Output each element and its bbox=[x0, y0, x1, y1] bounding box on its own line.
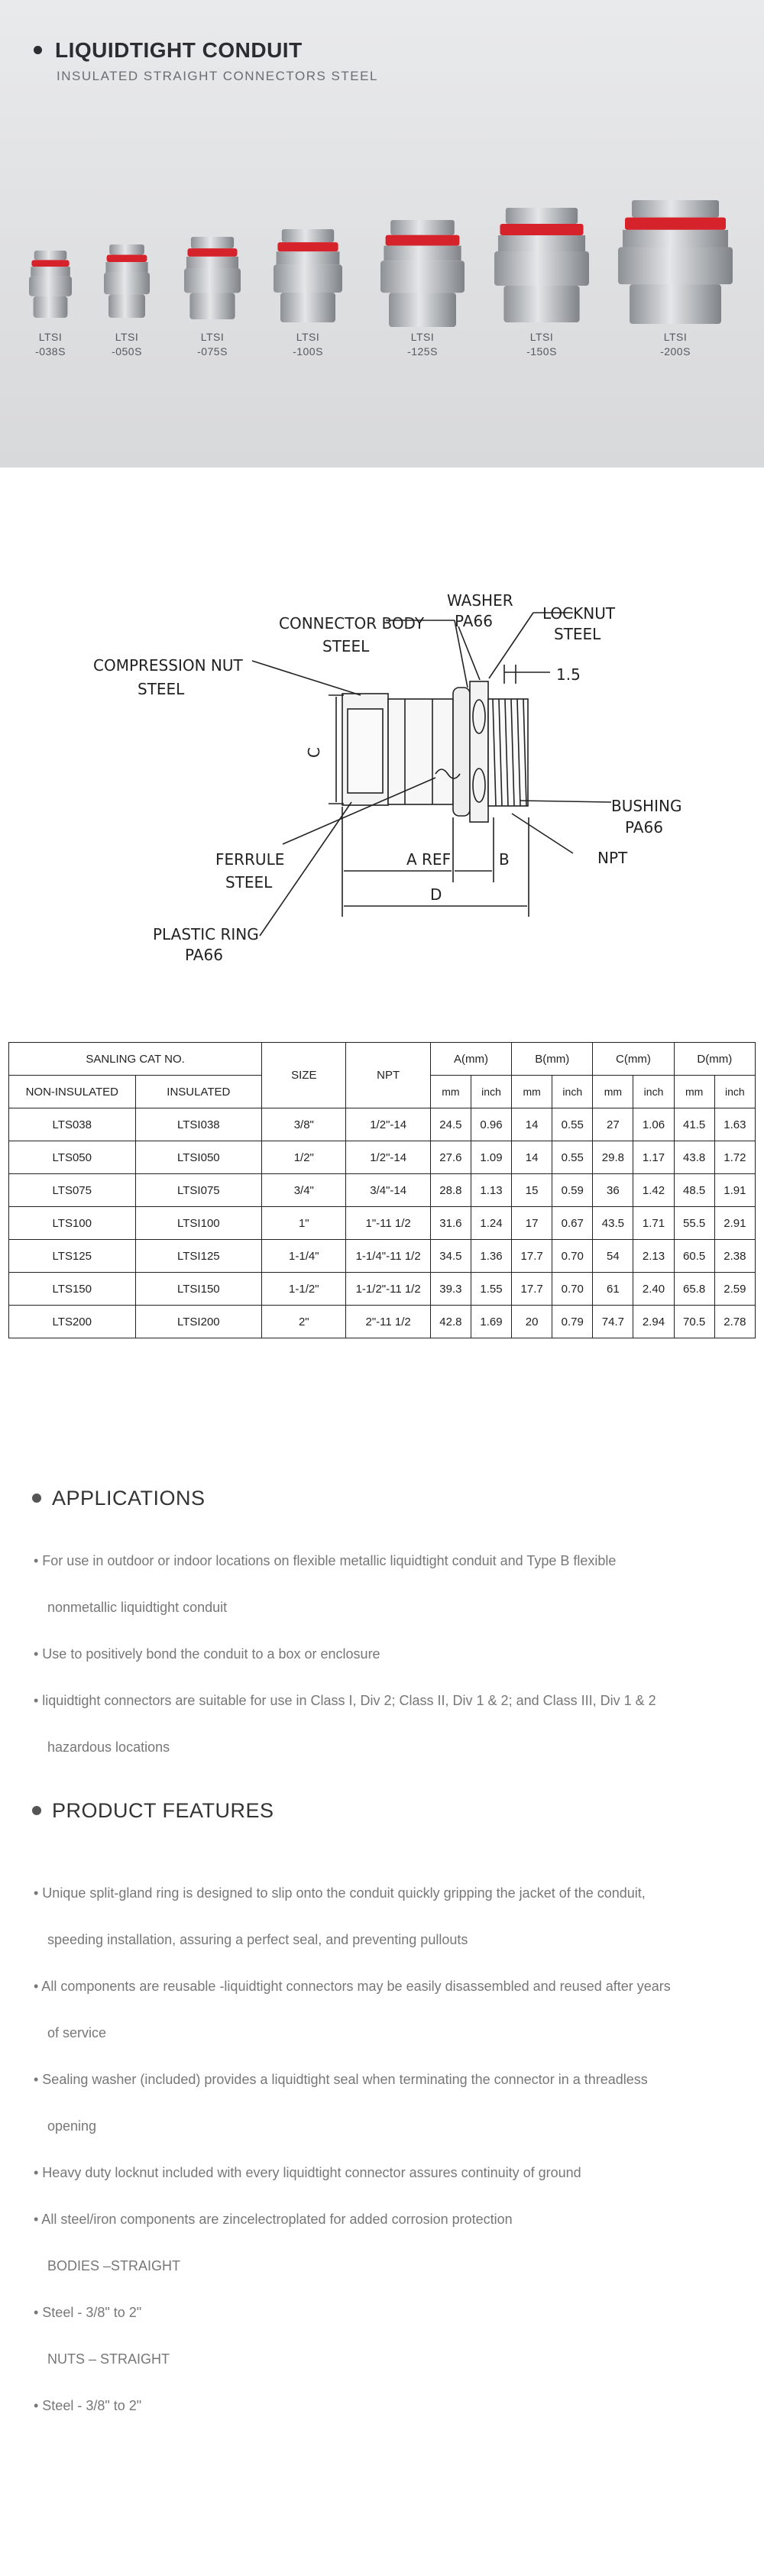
label-dim-d: D bbox=[430, 885, 442, 904]
bullet-icon bbox=[34, 46, 42, 54]
thread-shape bbox=[488, 699, 528, 806]
table-cell-c-in: 2.94 bbox=[633, 1306, 674, 1338]
table-cell-a-mm: 34.5 bbox=[430, 1240, 471, 1273]
table-cell-b-mm: 20 bbox=[512, 1306, 552, 1338]
text-line: nonmetallic liquidtight conduit bbox=[47, 1600, 228, 1615]
leader-plastic-ring bbox=[260, 802, 351, 936]
table-cell-c-in: 2.13 bbox=[633, 1240, 674, 1273]
bullet-icon bbox=[32, 1806, 41, 1815]
product-label bbox=[645, 330, 706, 359]
leader-washer bbox=[458, 626, 480, 680]
table-cell-a-in: 1.36 bbox=[471, 1240, 511, 1273]
connector-image bbox=[184, 237, 241, 319]
product-label bbox=[392, 330, 453, 359]
text-line: hazardous locations bbox=[47, 1739, 170, 1755]
table-cell-b-in: 0.55 bbox=[552, 1108, 593, 1141]
product-label bbox=[20, 330, 81, 359]
connector-body-shape bbox=[388, 699, 453, 804]
product-label bbox=[277, 330, 338, 359]
header-d: D(mm) bbox=[674, 1043, 755, 1076]
label-dim-1-5: 1.5 bbox=[556, 665, 581, 684]
table-cell-size: 1/2" bbox=[262, 1141, 346, 1174]
label-dim-a: A REF bbox=[406, 850, 452, 869]
table-row bbox=[9, 1108, 756, 1141]
applications-title: APPLICATIONS bbox=[52, 1487, 206, 1510]
text-line: • All steel/iron components are zincelectroplated for added corrosion protection bbox=[34, 2212, 513, 2227]
product-label-line1: LTSI bbox=[296, 331, 320, 343]
product-label bbox=[511, 330, 572, 359]
text-line: BODIES –STRAIGHT bbox=[47, 2258, 181, 2273]
label-plastic-ring-material: PA66 bbox=[185, 946, 223, 964]
table-cell-size: 1-1/4" bbox=[262, 1240, 346, 1273]
table-cell-size: 2" bbox=[262, 1306, 346, 1338]
table-cell-a-in: 1.69 bbox=[471, 1306, 511, 1338]
table-cell-d-mm: 60.5 bbox=[674, 1240, 714, 1273]
table-cell-a-in: 1.24 bbox=[471, 1207, 511, 1240]
leader-bushing bbox=[520, 801, 611, 802]
table-cell-ins: LTSI150 bbox=[135, 1273, 262, 1306]
table-cell-npt: 3/4"-14 bbox=[346, 1174, 430, 1207]
header-b-mm: mm bbox=[512, 1076, 552, 1108]
table-cell-d-in: 2.78 bbox=[714, 1306, 755, 1338]
table-cell-d-mm: 65.8 bbox=[674, 1273, 714, 1306]
header-b-inch: inch bbox=[552, 1076, 593, 1108]
header-d-inch: inch bbox=[714, 1076, 755, 1108]
label-dim-b: B bbox=[499, 850, 510, 869]
table-cell-size: 3/8" bbox=[262, 1108, 346, 1141]
table-cell-c-in: 1.71 bbox=[633, 1207, 674, 1240]
product-label bbox=[96, 330, 157, 359]
header-d-mm: mm bbox=[674, 1076, 714, 1108]
table-cell-c-mm: 54 bbox=[593, 1240, 633, 1273]
label-connector-body-material: STEEL bbox=[322, 637, 370, 655]
header-a-inch: inch bbox=[471, 1076, 511, 1108]
label-dim-c: C bbox=[305, 747, 323, 758]
table-cell-d-mm: 41.5 bbox=[674, 1108, 714, 1141]
leader-npt bbox=[512, 814, 573, 853]
leader-compression-nut bbox=[252, 661, 361, 695]
table-cell-b-mm: 15 bbox=[512, 1174, 552, 1207]
table-cell-a-in: 1.13 bbox=[471, 1174, 511, 1207]
table-cell-a-mm: 31.6 bbox=[430, 1207, 471, 1240]
product-label-line1: LTSI bbox=[529, 331, 554, 343]
features-title: PRODUCT FEATURES bbox=[52, 1799, 274, 1822]
connector-image bbox=[618, 200, 733, 324]
table-cell-d-in: 1.72 bbox=[714, 1141, 755, 1174]
table-cell-non: LTS150 bbox=[9, 1273, 136, 1306]
table-cell-a-mm: 28.8 bbox=[430, 1174, 471, 1207]
text-line: • Heavy duty locknut included with every liquidtight connector assures continuity of ground bbox=[34, 2165, 581, 2180]
table-cell-ins: LTSI100 bbox=[135, 1207, 262, 1240]
bullet-icon bbox=[32, 1493, 41, 1503]
table-cell-non: LTS075 bbox=[9, 1174, 136, 1207]
table-cell-npt: 1-1/4"-11 1/2 bbox=[346, 1240, 430, 1273]
table-cell-npt: 1/2"-14 bbox=[346, 1108, 430, 1141]
table-cell-d-in: 2.38 bbox=[714, 1240, 755, 1273]
table-cell-a-mm: 39.3 bbox=[430, 1273, 471, 1306]
table-cell-c-mm: 74.7 bbox=[593, 1306, 633, 1338]
table-cell-non: LTS050 bbox=[9, 1141, 136, 1174]
table-row bbox=[9, 1141, 756, 1174]
spec-table bbox=[8, 1042, 756, 1338]
label-locknut: LOCKNUT bbox=[542, 604, 616, 623]
table-cell-d-mm: 48.5 bbox=[674, 1174, 714, 1207]
table-cell-non: LTS200 bbox=[9, 1306, 136, 1338]
hero-banner bbox=[0, 0, 764, 468]
table-cell-ins: LTSI200 bbox=[135, 1306, 262, 1338]
product-label-line2: -100S bbox=[293, 345, 323, 358]
header-c-inch: inch bbox=[633, 1076, 674, 1108]
label-locknut-material: STEEL bbox=[554, 625, 601, 643]
table-cell-size: 3/4" bbox=[262, 1174, 346, 1207]
header-c-mm: mm bbox=[593, 1076, 633, 1108]
label-plastic-ring: PLASTIC RING bbox=[153, 925, 259, 943]
label-washer: WASHER bbox=[447, 591, 513, 610]
table-cell-npt: 1/2"-14 bbox=[346, 1141, 430, 1174]
product-label-line2: -200S bbox=[660, 345, 691, 358]
table-cell-c-in: 1.06 bbox=[633, 1108, 674, 1141]
label-connector-body: CONNECTOR BODY bbox=[279, 614, 425, 633]
table-cell-b-mm: 14 bbox=[512, 1108, 552, 1141]
table-cell-b-mm: 17 bbox=[512, 1207, 552, 1240]
table-cell-d-mm: 43.8 bbox=[674, 1141, 714, 1174]
leader-connector-body bbox=[455, 620, 468, 688]
product-label-line1: LTSI bbox=[410, 331, 435, 343]
table-cell-non: LTS125 bbox=[9, 1240, 136, 1273]
table-cell-ins: LTSI075 bbox=[135, 1174, 262, 1207]
header-b: B(mm) bbox=[512, 1043, 593, 1076]
text-line: • Use to positively bond the conduit to a box or enclosure bbox=[34, 1646, 380, 1662]
table-cell-c-in: 2.40 bbox=[633, 1273, 674, 1306]
label-compression-nut-material: STEEL bbox=[138, 680, 185, 698]
product-label bbox=[182, 330, 243, 359]
table-cell-c-mm: 29.8 bbox=[593, 1141, 633, 1174]
header-npt: NPT bbox=[346, 1043, 430, 1108]
product-label-line1: LTSI bbox=[38, 331, 63, 343]
table-cell-npt: 2"-11 1/2 bbox=[346, 1306, 430, 1338]
text-line: of service bbox=[47, 2025, 107, 2040]
connector-image bbox=[494, 208, 589, 322]
table-cell-non: LTS038 bbox=[9, 1108, 136, 1141]
table-cell-a-mm: 24.5 bbox=[430, 1108, 471, 1141]
table-cell-c-in: 1.17 bbox=[633, 1141, 674, 1174]
table-cell-a-mm: 27.6 bbox=[430, 1141, 471, 1174]
table-cell-npt: 1-1/2"-11 1/2 bbox=[346, 1273, 430, 1306]
table-cell-ins: LTSI125 bbox=[135, 1240, 262, 1273]
table-cell-a-in: 1.09 bbox=[471, 1141, 511, 1174]
table-cell-b-mm: 17.7 bbox=[512, 1273, 552, 1306]
header-insulated: INSULATED bbox=[135, 1076, 262, 1108]
table-cell-d-in: 2.91 bbox=[714, 1207, 755, 1240]
header-a: A(mm) bbox=[430, 1043, 511, 1076]
table-cell-b-mm: 14 bbox=[512, 1141, 552, 1174]
table-row bbox=[9, 1207, 756, 1240]
table-cell-d-in: 2.59 bbox=[714, 1273, 755, 1306]
label-bushing-material: PA66 bbox=[625, 818, 663, 837]
product-label-line2: -125S bbox=[407, 345, 438, 358]
text-line: • All components are reusable -liquidtight connectors may be easily disassembled and reused after years bbox=[34, 1979, 671, 1994]
table-cell-c-mm: 61 bbox=[593, 1273, 633, 1306]
text-line: • liquidtight connectors are suitable for use in Class I, Div 2; Class II, Div 1 & 2; and Class III, Div 1 & 2 bbox=[34, 1693, 656, 1708]
connector-diagram bbox=[76, 581, 688, 993]
text-line: opening bbox=[47, 2118, 97, 2134]
table-row bbox=[9, 1306, 756, 1338]
header-catno: SANLING CAT NO. bbox=[9, 1043, 262, 1076]
table-cell-ins: LTSI050 bbox=[135, 1141, 262, 1174]
table-cell-b-in: 0.79 bbox=[552, 1306, 593, 1338]
table-cell-b-in: 0.55 bbox=[552, 1141, 593, 1174]
connector-image bbox=[380, 220, 465, 327]
table-cell-c-mm: 43.5 bbox=[593, 1207, 633, 1240]
connector-image bbox=[274, 229, 342, 322]
table-cell-b-mm: 17.7 bbox=[512, 1240, 552, 1273]
label-compression-nut: COMPRESSION NUT bbox=[93, 656, 243, 675]
table-cell-b-in: 0.59 bbox=[552, 1174, 593, 1207]
connector-image bbox=[29, 251, 72, 318]
table-cell-a-in: 0.96 bbox=[471, 1108, 511, 1141]
table-cell-a-mm: 42.8 bbox=[430, 1306, 471, 1338]
text-line: speeding installation, assuring a perfect seal, and preventing pullouts bbox=[47, 1932, 468, 1947]
table-row bbox=[9, 1240, 756, 1273]
table-cell-d-in: 1.91 bbox=[714, 1174, 755, 1207]
table-cell-c-mm: 27 bbox=[593, 1108, 633, 1141]
table-cell-ins: LTSI038 bbox=[135, 1108, 262, 1141]
table-cell-d-mm: 55.5 bbox=[674, 1207, 714, 1240]
table-cell-c-in: 1.42 bbox=[633, 1174, 674, 1207]
header-c: C(mm) bbox=[593, 1043, 674, 1076]
label-washer-material: PA66 bbox=[455, 612, 493, 630]
text-line: • Steel - 3/8" to 2" bbox=[34, 2305, 142, 2320]
table-cell-b-in: 0.70 bbox=[552, 1240, 593, 1273]
label-ferrule: FERRULE bbox=[215, 850, 285, 869]
text-line: NUTS – STRAIGHT bbox=[47, 2351, 170, 2367]
table-row bbox=[9, 1174, 756, 1207]
table-cell-npt: 1"-11 1/2 bbox=[346, 1207, 430, 1240]
label-ferrule-material: STEEL bbox=[225, 873, 273, 892]
table-cell-c-mm: 36 bbox=[593, 1174, 633, 1207]
product-label-line1: LTSI bbox=[200, 331, 225, 343]
table-cell-d-mm: 70.5 bbox=[674, 1306, 714, 1338]
table-cell-b-in: 0.67 bbox=[552, 1207, 593, 1240]
table-cell-size: 1-1/2" bbox=[262, 1273, 346, 1306]
product-label-line1: LTSI bbox=[115, 331, 139, 343]
product-label-line2: -075S bbox=[197, 345, 228, 358]
text-line: • Sealing washer (included) provides a liquidtight seal when terminating the connector in a threadless bbox=[34, 2072, 648, 2087]
connector-image bbox=[104, 244, 150, 318]
page-title: LIQUIDTIGHT CONDUIT bbox=[55, 38, 303, 62]
locknut-shape bbox=[470, 681, 488, 822]
product-label-line2: -038S bbox=[35, 345, 66, 358]
header-size: SIZE bbox=[262, 1043, 346, 1108]
header-a-mm: mm bbox=[430, 1076, 471, 1108]
label-bushing: BUSHING bbox=[611, 797, 682, 815]
text-line: • For use in outdoor or indoor locations on flexible metallic liquidtight conduit and Type B flexible bbox=[34, 1553, 617, 1568]
table-row bbox=[9, 1273, 756, 1306]
text-line: • Unique split-gland ring is designed to slip onto the conduit quickly gripping the jacket of the conduit, bbox=[34, 1885, 646, 1901]
table-cell-size: 1" bbox=[262, 1207, 346, 1240]
product-label-line2: -050S bbox=[112, 345, 142, 358]
label-npt: NPT bbox=[597, 849, 628, 867]
table-cell-non: LTS100 bbox=[9, 1207, 136, 1240]
product-label-line2: -150S bbox=[526, 345, 557, 358]
washer-shape bbox=[453, 688, 470, 816]
table-cell-b-in: 0.70 bbox=[552, 1273, 593, 1306]
leader-locknut bbox=[489, 613, 533, 678]
page-subtitle: INSULATED STRAIGHT CONNECTORS STEEL bbox=[57, 69, 378, 83]
header-noninsulated: NON-INSULATED bbox=[9, 1076, 136, 1108]
product-label-line1: LTSI bbox=[663, 331, 688, 343]
table-cell-d-in: 1.63 bbox=[714, 1108, 755, 1141]
table-cell-a-in: 1.55 bbox=[471, 1273, 511, 1306]
text-line: • Steel - 3/8" to 2" bbox=[34, 2398, 142, 2413]
